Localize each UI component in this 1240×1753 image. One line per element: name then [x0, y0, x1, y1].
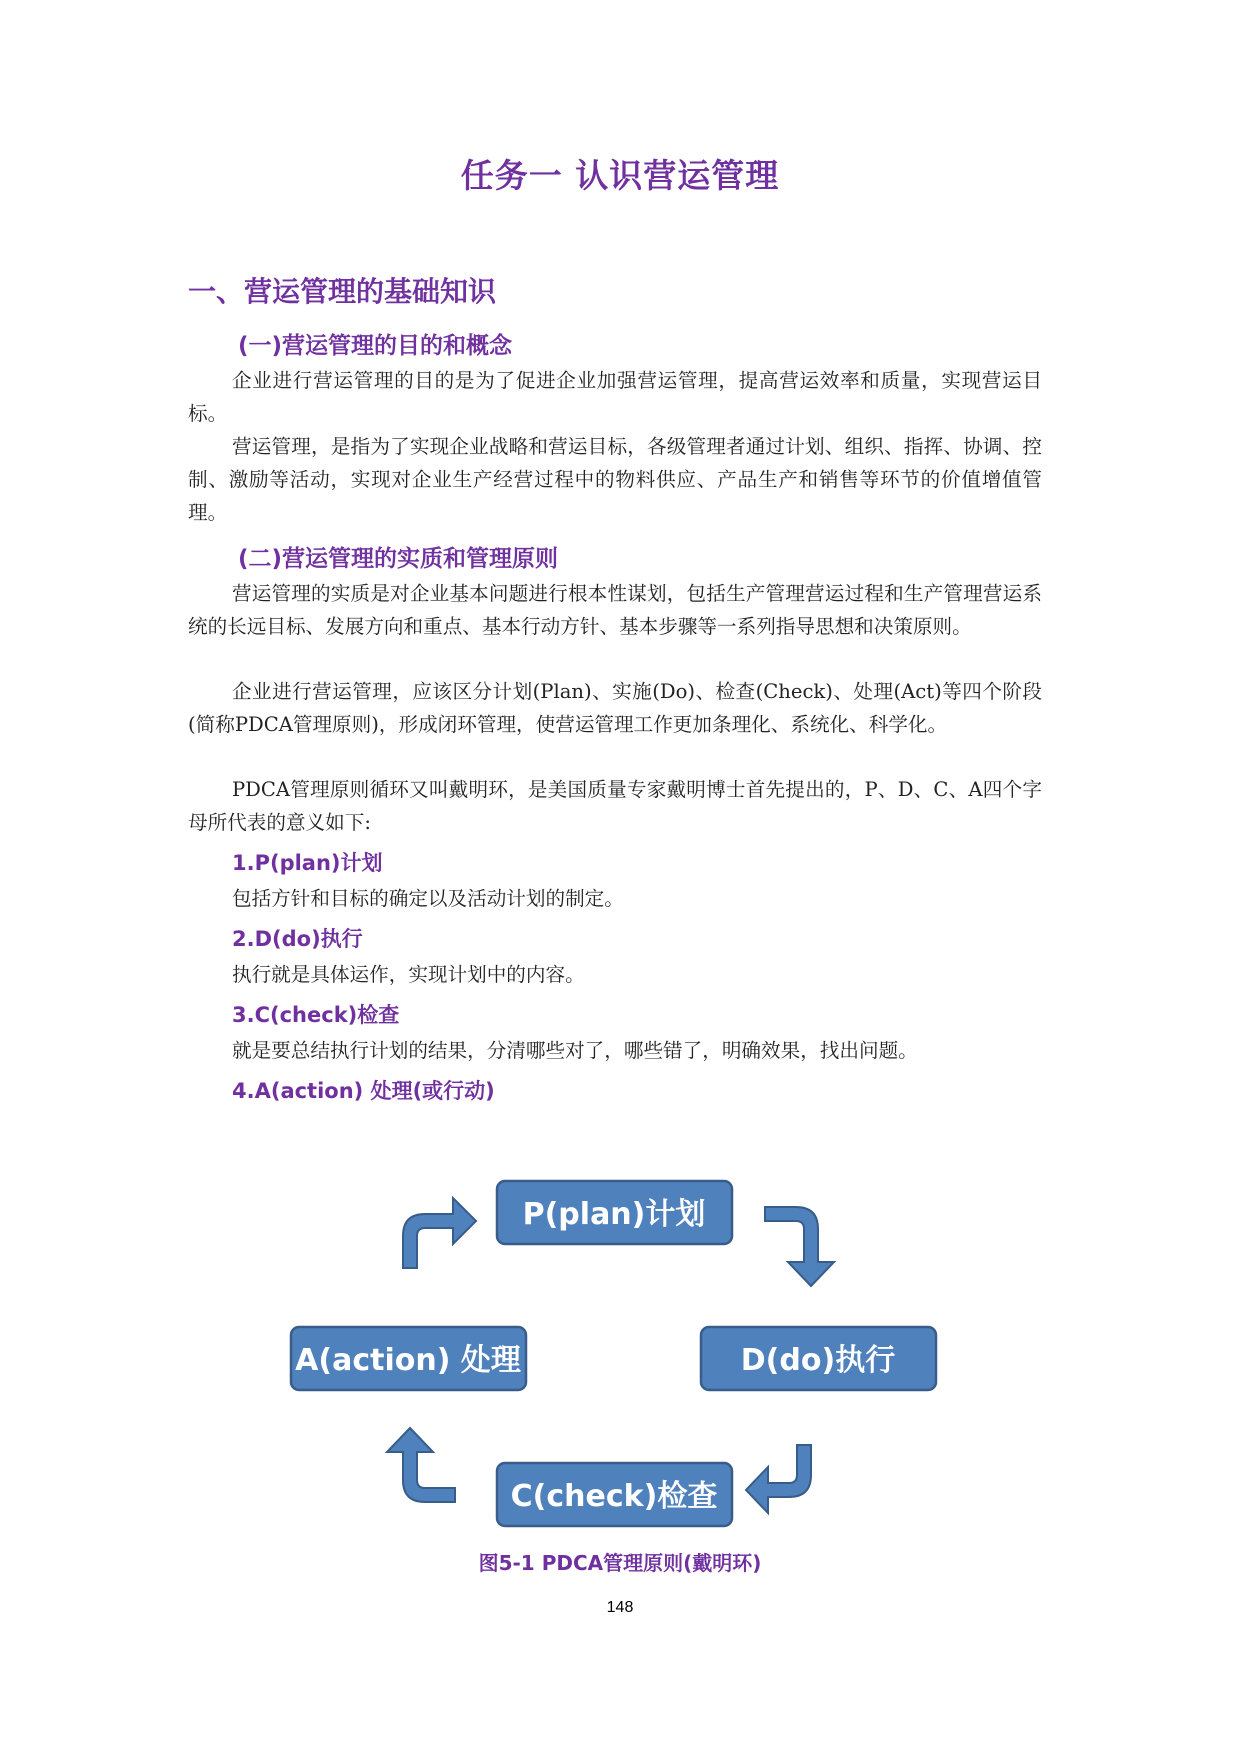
- check-box: [497, 1463, 732, 1526]
- arrow-do-to-check: [746, 1445, 811, 1513]
- page-title: 任务一 认识营运管理: [460, 156, 780, 195]
- step-heading-plan: 1.P(plan)计划: [232, 851, 383, 875]
- paragraph-essence: 营运管理的实质是对企业基本问题进行根本性谋划，包括生产管理营运过程和生产管理营运系统的长远目标、发展方向和重点、基本行动方针、基本步骤等一系列指导思想和决策原则。: [188, 582, 1042, 638]
- step-heading-do: 2.D(do)执行: [232, 927, 363, 951]
- subsection-heading-essence: (二)营运管理的实质和管理原则: [238, 546, 559, 572]
- subsection-heading-purpose: (一)营运管理的目的和概念: [238, 333, 513, 359]
- action-box-label: A(action) 处理: [295, 1343, 521, 1378]
- paragraph-deming: PDCA管理原则循环又叫戴明环，是美国质量专家戴明博士首先提出的，P、D、C、A四个字母所代表的意义如下:: [188, 778, 1042, 834]
- plan-box: [497, 1181, 732, 1244]
- step-heading-action: 4.A(action) 处理(或行动): [232, 1079, 495, 1103]
- action-box: [291, 1327, 526, 1390]
- figure-caption: 图5-1 PDCA管理原则(戴明环): [478, 1551, 762, 1575]
- plan-box-label: P(plan)计划: [522, 1197, 706, 1232]
- paragraph-definition: 营运管理，是指为了实现企业战略和营运目标，各级管理者通过计划、组织、指挥、协调、控制、激励等活动，实现对企业生产经营过程中的物料供应、产品生产和销售等环节的价值增值管理。: [188, 435, 1042, 524]
- check-box-label: C(check)检查: [510, 1479, 718, 1514]
- paragraph-purpose: 企业进行营运管理的目的是为了促进企业加强营运管理，提高营运效率和质量，实现营运目标。: [188, 369, 1042, 425]
- section-heading: 一、营运管理的基础知识: [188, 275, 497, 308]
- step-text-plan: 包括方针和目标的确定以及活动计划的制定。: [232, 887, 624, 910]
- do-box: [701, 1327, 936, 1390]
- step-text-do: 执行就是具体运作，实现计划中的内容。: [232, 963, 585, 986]
- arrow-check-to-action: [387, 1428, 455, 1502]
- do-box-label: D(do)执行: [740, 1343, 896, 1378]
- step-heading-check: 3.C(check)检查: [232, 1003, 400, 1027]
- step-text-check: 就是要总结执行计划的结果，分清哪些对了，哪些错了，明确效果，找出问题。: [232, 1039, 918, 1062]
- arrow-plan-to-do: [765, 1207, 834, 1286]
- paragraph-pdca: 企业进行营运管理，应该区分计划(Plan)、实施(Do)、检查(Check)、处理(Act)等四个阶段(简称PDCA管理原则)，形成闭环管理，使营运管理工作更加条理化、系统化、科学化。: [188, 680, 1042, 736]
- arrow-action-to-plan: [403, 1198, 476, 1268]
- page-number: 148: [606, 1599, 634, 1616]
